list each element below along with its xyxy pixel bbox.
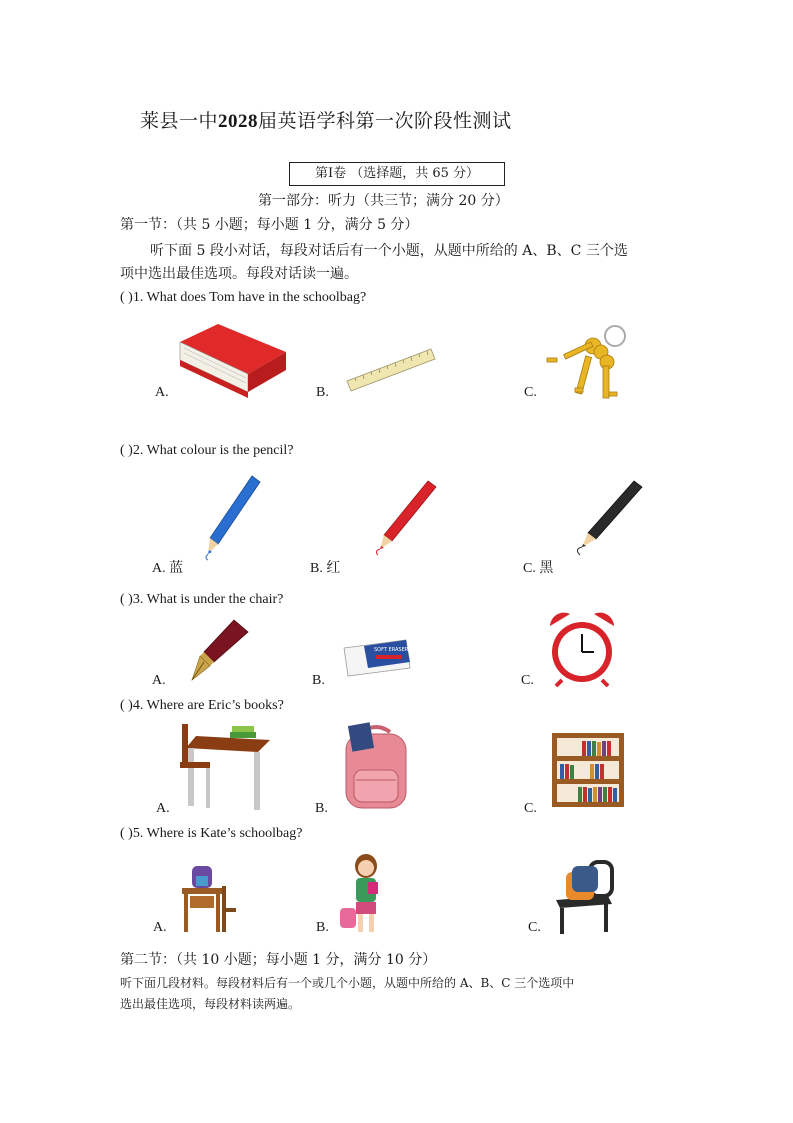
q2-option-b-label: B. 红	[310, 561, 341, 576]
q4-option-b-label: B.	[315, 801, 328, 816]
q5-option-a-label: A.	[153, 920, 167, 935]
black-pencil-icon	[570, 477, 646, 557]
red-book-icon	[178, 322, 288, 400]
q1-option-b-label: B.	[316, 385, 329, 400]
sec1-heading: 第一节：（共 5 小题；每小题 1 分，满分 5 分）	[120, 217, 419, 233]
q2-option-c-label: C. 黑	[523, 561, 554, 576]
blue-pencil-icon	[200, 472, 266, 562]
part1-heading: 第一部分：听力（共三节；满分 20 分）	[258, 193, 509, 209]
pink-schoolbag-icon	[338, 722, 414, 812]
question-5-stem: ( )5. Where is Kate’s schoolbag?	[120, 826, 303, 841]
girl-with-bag-icon	[338, 852, 392, 936]
sec2-instruction-1: 听下面几段材料。每段材料后有一个或几个小题，从题中所给的 A、B、C 三个选项中	[120, 976, 575, 990]
desk-with-books-icon	[178, 722, 274, 812]
sec1-instruction-2: 项中选出最佳选项。每段对话读一遍。	[120, 266, 358, 282]
question-1-stem: ( )1. What does Tom have in the schoolbag?	[120, 290, 367, 305]
exam-title: 莱县一中2028届英语学科第一次阶段性测试	[140, 110, 512, 132]
sec1-instruction-1: 听下面 5 段小对话，每段对话后有一个小题，从题中所给的 A、B、C 三个选	[150, 243, 628, 259]
q3-option-b-label: B.	[312, 673, 325, 688]
q5-option-c-label: C.	[528, 920, 541, 935]
q4-option-c-label: C.	[524, 801, 537, 816]
q1-option-a-label: A.	[155, 385, 169, 400]
q5-option-b-label: B.	[316, 920, 329, 935]
fountain-pen-icon	[186, 618, 250, 684]
sec2-instruction-2: 选出最佳选项，每段材料读两遍。	[120, 997, 301, 1011]
q4-option-a-label: A.	[156, 801, 170, 816]
eraser-icon	[340, 634, 412, 680]
q3-option-a-label: A.	[152, 673, 166, 688]
q2-option-a-label: A. 蓝	[152, 561, 184, 576]
sec2-heading: 第二节：（共 10 小题；每小题 1 分，满分 10 分）	[120, 952, 437, 968]
alarm-clock-icon	[544, 610, 620, 688]
q1-option-c-label: C.	[524, 385, 537, 400]
eraser-brand-text: SOFT ERASER	[374, 647, 409, 653]
question-2-stem: ( )2. What colour is the pencil?	[120, 443, 294, 458]
bookcase-icon	[550, 731, 626, 809]
bag-on-chair-icon	[552, 856, 618, 936]
bag-on-desk-icon	[178, 858, 238, 934]
q3-option-c-label: C.	[521, 673, 534, 688]
keys-icon	[545, 322, 627, 402]
section-box: 第Ⅰ卷 （选择题，共 65 分）	[289, 162, 505, 186]
red-pencil-icon	[368, 477, 440, 557]
question-3-stem: ( )3. What is under the chair?	[120, 592, 284, 607]
question-4-stem: ( )4. Where are Eric’s books?	[120, 698, 284, 713]
ruler-icon	[345, 345, 437, 395]
